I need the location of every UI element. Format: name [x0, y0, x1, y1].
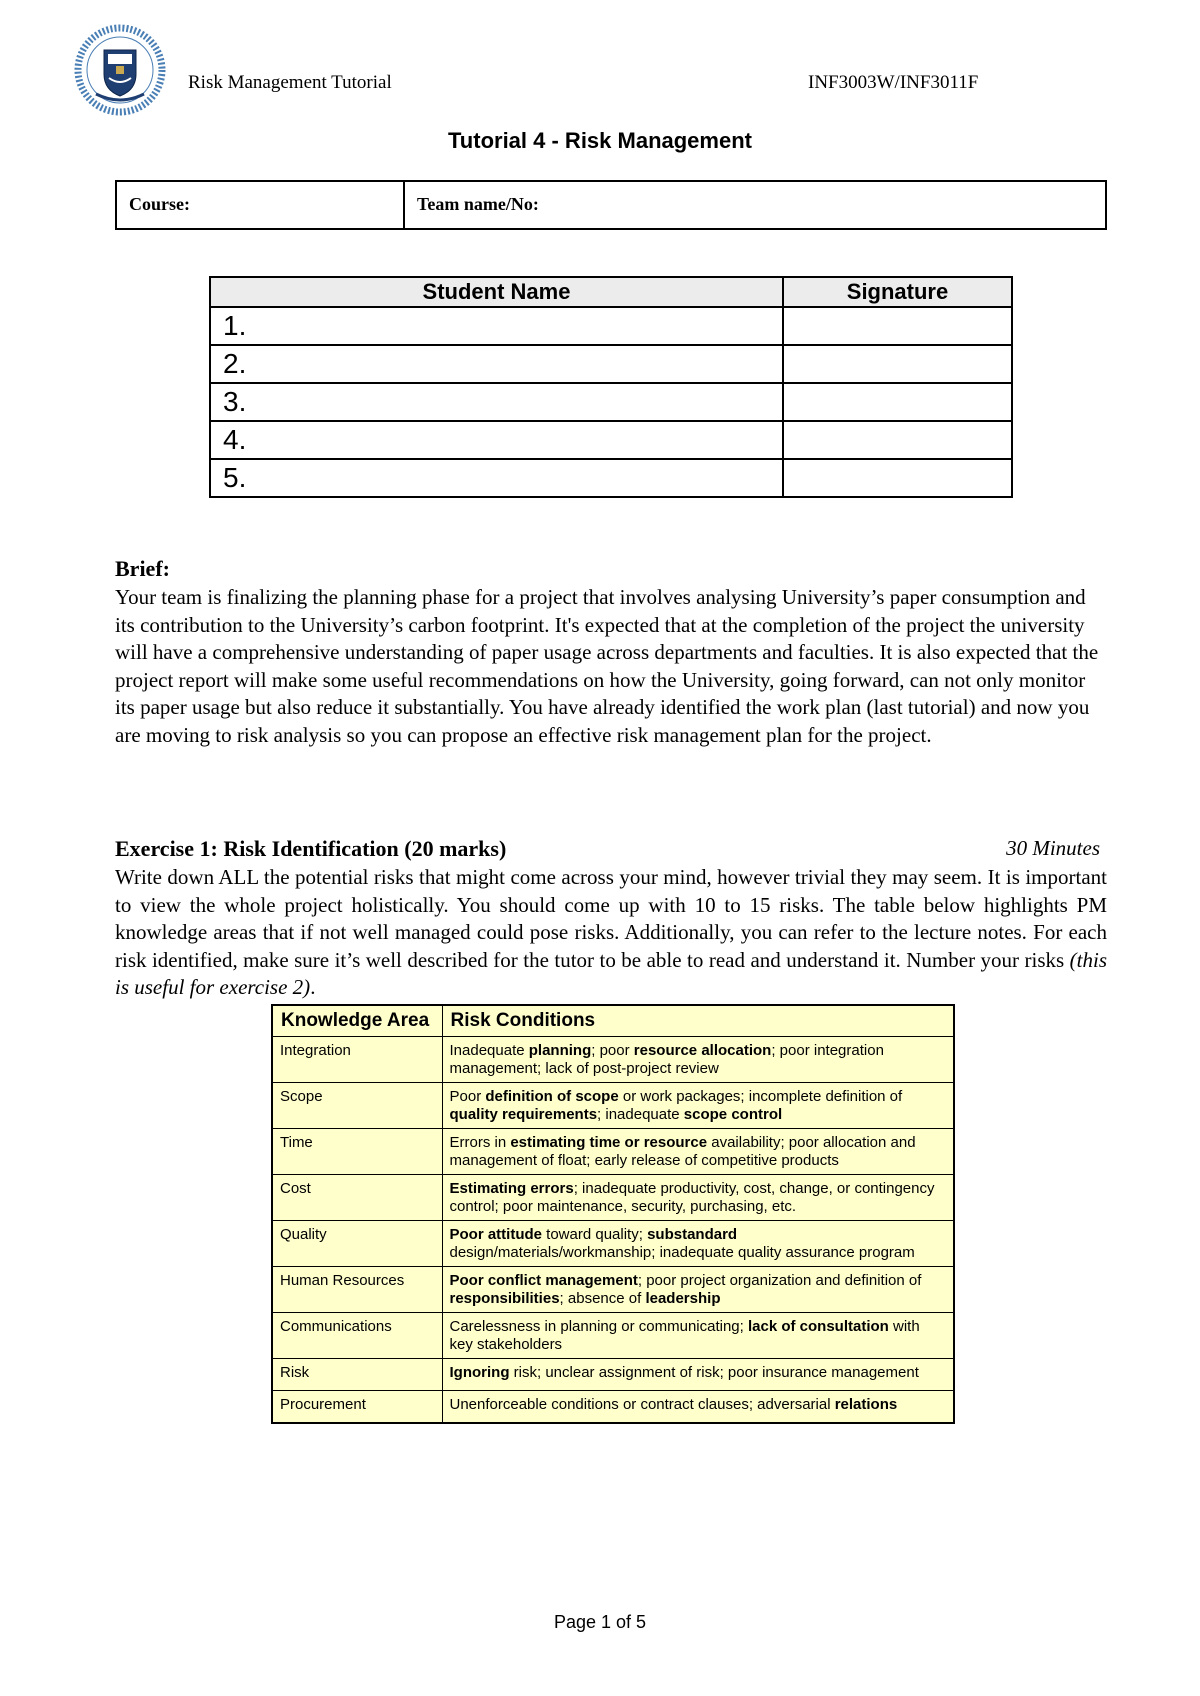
table-row [210, 345, 1012, 383]
risk-conditions-cell [442, 1267, 954, 1313]
table-row [210, 307, 1012, 345]
student-name-cell[interactable]: 2. [210, 345, 783, 383]
risk-keyword: definition of scope [485, 1088, 619, 1105]
knowledge-area-cell: Integration [272, 1037, 442, 1083]
risk-keyword: scope control [683, 1106, 783, 1123]
risk-text: ; poor project organization and definition of [637, 1272, 922, 1289]
student-signature-table [209, 276, 1013, 498]
risk-keyword: quality requirements [449, 1106, 598, 1123]
risk-keyword: Poor attitude [449, 1226, 542, 1243]
risk-text: or work packages; incomplete definition of [618, 1088, 903, 1105]
table-row [272, 1037, 954, 1083]
table-row [272, 1267, 954, 1313]
table-row [272, 1083, 954, 1129]
exercise-1-heading: Exercise 1: Risk Identification (20 marks) [115, 836, 507, 861]
risk-keyword: Estimating errors [449, 1180, 574, 1197]
signature-cell[interactable] [783, 459, 1012, 497]
risk-keyword: Poor conflict management [449, 1272, 638, 1289]
knowledge-area-rows [272, 1037, 954, 1423]
brief-heading: Brief: [115, 556, 170, 581]
risk-keyword: resource allocation [633, 1042, 772, 1059]
knowledge-area-cell: Human Resources [272, 1267, 442, 1313]
risk-text: risk; unclear assignment of risk; poor insurance management [509, 1364, 919, 1381]
knowledge-area-cell: Scope [272, 1083, 442, 1129]
signature-cell[interactable] [783, 421, 1012, 459]
risk-keyword: Ignoring [449, 1364, 510, 1381]
table-header-row [272, 1005, 954, 1037]
exercise-1-time: 30 Minutes [1006, 836, 1100, 860]
risk-text: Poor [449, 1088, 486, 1105]
header-course-title: Risk Management Tutorial [188, 72, 392, 93]
risk-text: ; inadequate productivity, cost, change, or contingency control; poor maintenance, security, purchasing, etc. [449, 1180, 935, 1215]
risk-conditions-cell [442, 1175, 954, 1221]
risk-text: Errors in [449, 1134, 511, 1151]
student-name-header: Student Name [210, 277, 783, 307]
table-row [272, 1313, 954, 1359]
risk-text: toward quality; [542, 1226, 648, 1243]
table-row [272, 1221, 954, 1267]
signature-cell[interactable] [783, 345, 1012, 383]
table-row [272, 1359, 954, 1391]
student-name-cell[interactable]: 4. [210, 421, 783, 459]
knowledge-area-cell: Communications [272, 1313, 442, 1359]
risk-conditions-cell [442, 1037, 954, 1083]
university-crest-icon [74, 24, 166, 116]
signature-header: Signature [783, 277, 1012, 307]
signature-cell[interactable] [783, 383, 1012, 421]
risk-text: Inadequate [449, 1042, 529, 1059]
risk-text: ; poor integration management; lack of post-project review [449, 1042, 884, 1077]
brief-paragraph: Your team is finalizing the planning phase for a project that involves analysing University’s paper consumption and its contribution to the University’s carbon footprint. It's expected that at the completion of the project the university will have a comprehensive understanding of paper usage across departments and faculties. It is also expected that the project report will make some useful recommendations on how the University, going forward, can not only monitor its paper usage but also reduce it substantially. You have already identified the work plan (last tutorial) and now you are moving to risk analysis so you can propose an effective risk management plan for the project. [115, 585, 1099, 747]
student-name-cell[interactable]: 1. [210, 307, 783, 345]
risk-conditions-cell [442, 1391, 954, 1423]
risk-text: Carelessness in planning or communicating; [449, 1318, 748, 1335]
risk-keyword: relations [834, 1396, 898, 1413]
knowledge-area-cell: Procurement [272, 1391, 442, 1423]
table-row [210, 383, 1012, 421]
risk-keyword: planning [528, 1042, 592, 1059]
signature-cell[interactable] [783, 307, 1012, 345]
table-row [272, 1175, 954, 1221]
risk-text: with key stakeholders [449, 1318, 920, 1353]
risk-conditions-header: Risk Conditions [442, 1005, 954, 1037]
knowledge-area-cell: Quality [272, 1221, 442, 1267]
exercise-1-text: Write down ALL the potential risks that might come across your mind, however trivial they may seem. It is important to view the whole project holistically. You should come up with 10 to 15 risks. The table below highlights PM knowledge areas that if not well managed could pose risks. Additionally, you can refer to the lecture notes. For each risk identified, make sure it’s well described for the tutor to be able to read and understand it. Number your risks [115, 865, 1107, 972]
exercise-1-end: . [310, 975, 316, 1000]
risk-keyword: substandard [647, 1226, 738, 1243]
exercise-1-paragraph [115, 864, 1107, 1002]
knowledge-area-cell: Time [272, 1129, 442, 1175]
header-course-code: INF3003W/INF3011F [808, 72, 979, 93]
risk-conditions-cell [442, 1221, 954, 1267]
risk-keyword: responsibilities [449, 1290, 560, 1307]
risk-conditions-cell [442, 1129, 954, 1175]
table-row [272, 1391, 954, 1423]
risk-text: design/materials/workmanship; inadequate quality assurance program [449, 1244, 915, 1261]
knowledge-area-table [271, 1004, 955, 1424]
exercise-1-note: (this is useful for exercise 2) [115, 947, 1107, 1000]
student-name-cell[interactable]: 5. [210, 459, 783, 497]
table-row [272, 1129, 954, 1175]
table-row [210, 421, 1012, 459]
knowledge-area-header: Knowledge Area [272, 1005, 442, 1037]
risk-text: ; absence of [559, 1290, 646, 1307]
table-row [210, 459, 1012, 497]
risk-keyword: lack of consultation [747, 1318, 889, 1335]
knowledge-area-cell: Cost [272, 1175, 442, 1221]
risk-conditions-cell [442, 1083, 954, 1129]
course-team-table [115, 180, 1107, 230]
course-field[interactable]: Course: [117, 182, 405, 228]
risk-text: ; poor [591, 1042, 634, 1059]
risk-text: Unenforceable conditions or contract clauses; adversarial [449, 1396, 835, 1413]
team-name-field[interactable]: Team name/No: [417, 194, 539, 214]
risk-conditions-cell [442, 1313, 954, 1359]
risk-keyword: estimating time or resource [510, 1134, 708, 1151]
risk-text: availability; poor allocation and management of float; early release of competitive products [449, 1134, 916, 1169]
risk-conditions-cell [442, 1359, 954, 1391]
table-header-row [210, 277, 1012, 307]
page-title: Tutorial 4 - Risk Management [448, 128, 752, 153]
risk-keyword: leadership [645, 1290, 721, 1307]
student-name-cell[interactable]: 3. [210, 383, 783, 421]
page-number: Page 1 of 5 [553, 1612, 647, 1632]
knowledge-area-cell: Risk [272, 1359, 442, 1391]
risk-text: ; inadequate [597, 1106, 684, 1123]
